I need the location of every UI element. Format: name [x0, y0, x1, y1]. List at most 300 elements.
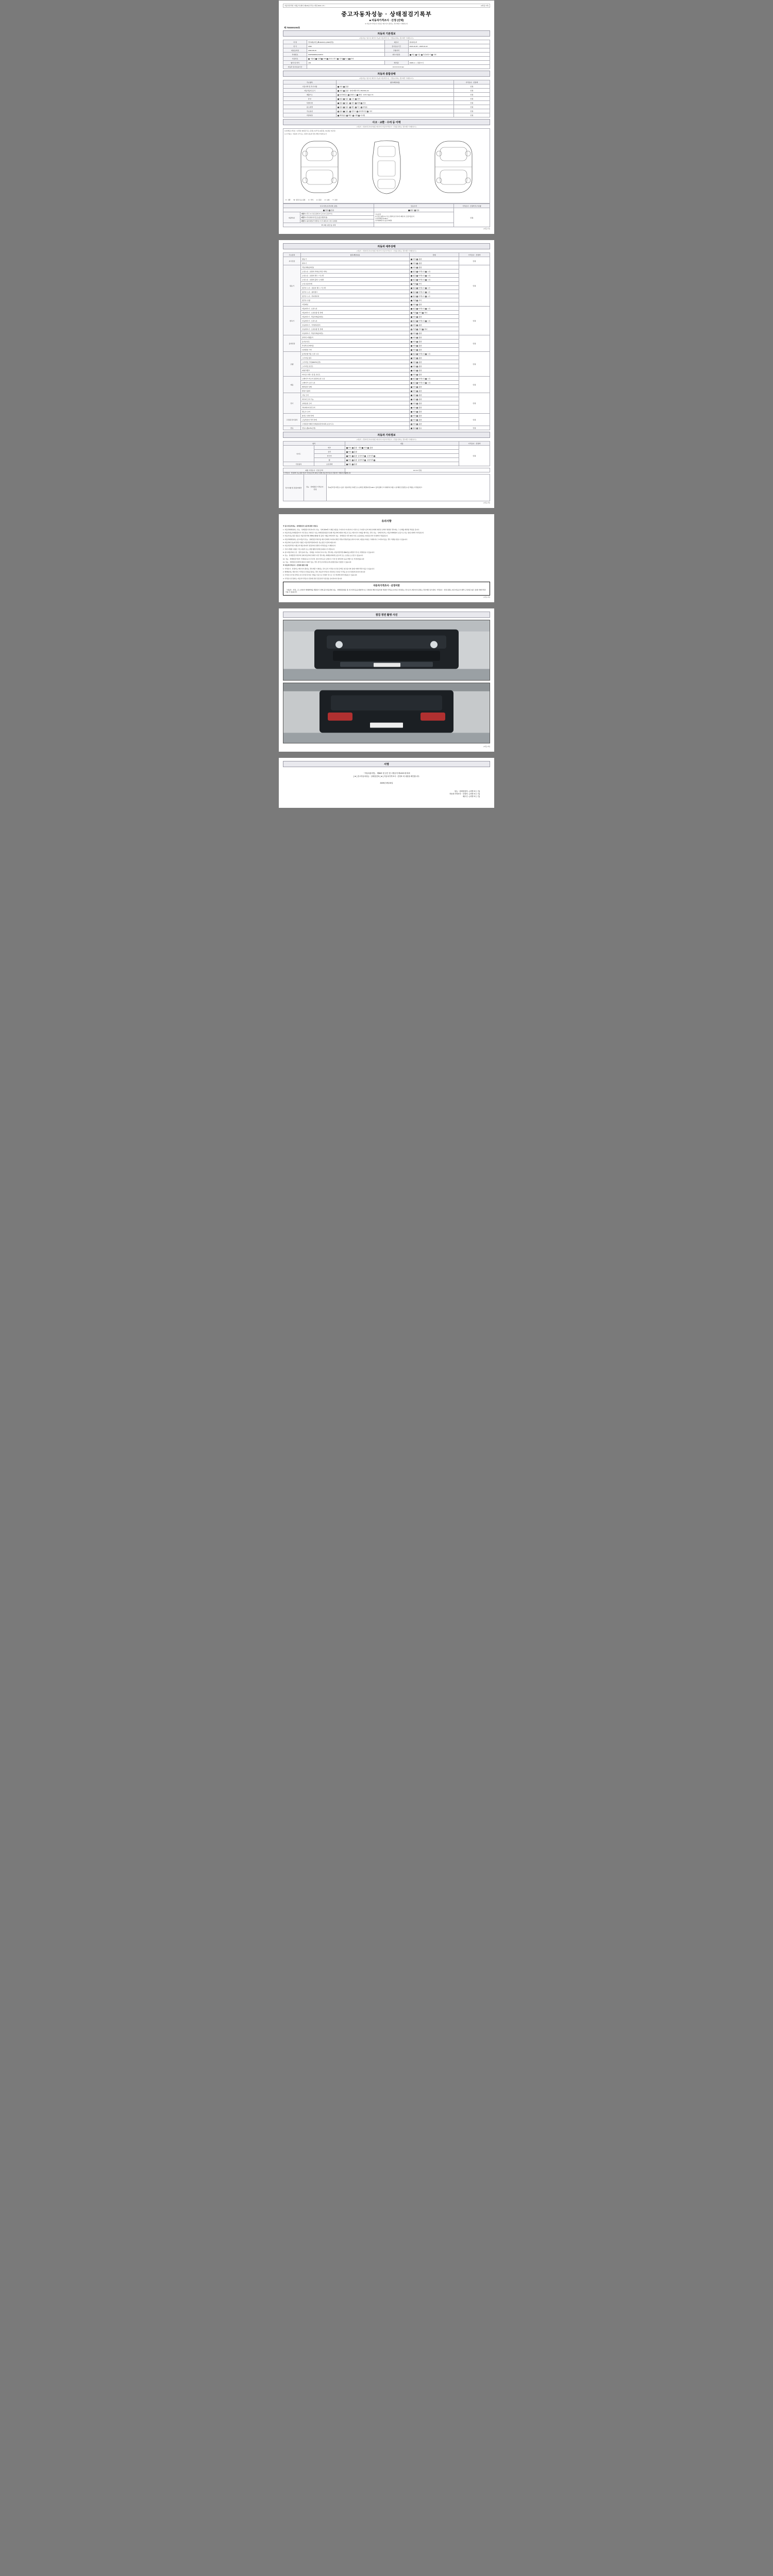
item-state: 없음 미세누유 누유 — [410, 352, 459, 356]
checkbox-option-etc[interactable] — [367, 111, 368, 112]
checkbox-usechange-none[interactable] — [338, 107, 339, 108]
checkbox-reg-bad[interactable] — [343, 90, 345, 92]
checkbox-wheel-fr[interactable] — [364, 460, 366, 461]
item-state: 없음 미세누유 누유 — [410, 278, 459, 282]
value-fuel: 가솔린 디젤 LPG 하이브리드 전기 수소 기타 — [307, 57, 490, 61]
col-accident-history: 사고이력 (수리이력 포함) — [283, 204, 374, 208]
checkbox-tuning-device[interactable] — [355, 98, 357, 100]
checkbox-bad[interactable] — [416, 419, 418, 421]
row-value-usage-history: 양호 불량 — [336, 84, 453, 89]
signature-row[interactable]: 자동차가격조사 · 산정자 : (서명 또는 인) — [449, 793, 480, 795]
page-footer-note: (3쪽중 1쪽) — [483, 228, 490, 230]
checkbox-leak[interactable] — [425, 275, 427, 277]
checkbox-none[interactable] — [411, 308, 412, 310]
checkbox-wheel-good[interactable] — [346, 460, 348, 461]
item-state: 양호 불량 — [410, 348, 459, 352]
label-vin: 차대번호 — [283, 53, 307, 57]
checkbox-none[interactable] — [411, 275, 412, 277]
frame-c: ⑭ 대쉬패널 ⑮ 플로어패널 — [375, 219, 392, 222]
row-value-options: 없음 있음 썬루프 내비게이션 기타 — [336, 109, 453, 113]
checkbox-bad[interactable] — [416, 395, 418, 396]
checkbox-bad[interactable] — [416, 391, 418, 392]
checkbox-good[interactable] — [411, 407, 412, 409]
photo-rear — [283, 683, 490, 743]
checkbox-good[interactable] — [411, 341, 412, 343]
checkbox-bad[interactable] — [416, 370, 418, 371]
table-row — [283, 397, 490, 401]
checkbox-good[interactable] — [411, 345, 412, 347]
rank-3-title: 3랭크 — [301, 220, 305, 222]
checkbox-good[interactable] — [411, 399, 412, 400]
checkbox-good[interactable] — [411, 333, 412, 334]
notice-item: 1. 자동차매매업자는 성능 · 상태점검기록부(이하 ‘성능 · 상태 제30쪽 기재된 내용을 고지하지 아니하거나 거짓으로 고지함으로써 매수인에게 재산상 손해가 발생한 경우에는 그 손해를 배상할 책임을 집니다. — [283, 528, 420, 531]
checkbox-good[interactable] — [411, 403, 412, 404]
item-label: 오일누유 - 실린더 헤드 / 가스켓 — [301, 274, 410, 278]
checkbox-low[interactable] — [416, 329, 418, 330]
checkbox-bad[interactable] — [416, 358, 418, 359]
checkbox-minor[interactable] — [416, 308, 418, 310]
item-state: 양호 불량 — [410, 265, 459, 269]
checkbox-tuning-structure[interactable] — [349, 98, 351, 100]
item-label: 추진축 및 베어링 — [301, 344, 410, 348]
item-state: 양호 불량 — [410, 344, 459, 348]
checkbox-bad[interactable] — [416, 423, 418, 425]
checkbox-none[interactable] — [411, 353, 412, 355]
notice-head-1: ※ 중고자동차성능 · 상태점검자 보증에 관한 사항 등 — [283, 525, 318, 528]
price-highvoltage: 만원 — [459, 414, 490, 426]
table-row — [283, 340, 490, 344]
table-row — [283, 97, 490, 101]
frame-b: ⑬ 필러패널 (A,B,C) — [375, 217, 388, 219]
group-steering: 조향 — [283, 352, 301, 377]
checkbox-special-total-loss[interactable] — [361, 103, 362, 104]
group-highvoltage: 고전원 전기장치 — [283, 414, 301, 426]
col-etc-price: 가격조사 · 산정액 — [459, 442, 490, 446]
checkbox-good[interactable] — [411, 423, 412, 425]
checkbox-accident-none[interactable] — [323, 210, 325, 211]
item-label: 수동변속기 - 오일누유 — [301, 319, 410, 323]
seats-label: 정원 — [417, 62, 421, 64]
remarks-value[interactable]: 각(4)금액 및 의견표시 불가, 상품자격증 기재단 표시요해 및 변경하다면 n/a%ㅇ 플러싱별기 고기재에서이 매조시 실가확인 검점만료시급 액실등 가격실증되고. — [327, 474, 490, 501]
checkbox-none[interactable] — [411, 320, 412, 322]
item-label: 파워크랭크 — [301, 368, 410, 372]
checkbox-special-flood[interactable] — [349, 103, 351, 104]
table-row — [283, 422, 490, 426]
item-state: 적정 부족 과다 — [410, 327, 459, 331]
group-powertrain: 동력전달 — [283, 335, 301, 352]
checkbox-minor[interactable] — [416, 279, 418, 281]
damage-legend — [284, 198, 489, 202]
checkbox-wheel-bad[interactable] — [352, 460, 354, 461]
checkbox-leak[interactable] — [425, 296, 427, 297]
item-state: 양호 불량 — [410, 368, 459, 372]
checkbox-minor[interactable] — [416, 320, 418, 322]
checkbox-transmission-etc[interactable] — [431, 54, 433, 56]
checkbox-good[interactable] — [411, 337, 412, 338]
legend-item: A : 흠집 — [316, 199, 322, 201]
checkbox-emission-co[interactable] — [338, 94, 339, 96]
checkbox-bad[interactable] — [416, 316, 418, 318]
table-row — [283, 446, 490, 450]
item-state: 없음 미세누유 누유 — [410, 377, 459, 381]
section-detail-note: (자동차 · 산정의 및 복지사항은 매수인이 자동차가격조사 · 산정을 원하는 경우에만 기재합니다.) — [357, 250, 416, 252]
tire-pos-1: 운전석전 — [358, 455, 364, 457]
frame-a: ⑨ 프론트패널 ⑩ 크로스멤버 ⑪ 인사이드패널 ⑫ 트렁크플로어 — [375, 215, 414, 217]
checkbox-reg-good[interactable] — [338, 90, 339, 92]
checkbox-option-navigation[interactable] — [357, 111, 358, 112]
checkbox-fuel-diesel[interactable] — [315, 58, 317, 60]
checkbox-special-fire[interactable] — [355, 103, 357, 104]
checkbox-tire-fl[interactable] — [364, 455, 366, 457]
section-etc-title: 자동차 기타정보 — [283, 432, 490, 438]
label-interior: 내장 — [358, 447, 362, 449]
checkbox-leak[interactable] — [425, 308, 427, 310]
checkbox-none[interactable] — [411, 382, 412, 384]
item-label: 디퍼렌셜 기어 — [301, 348, 410, 352]
item-label: 냉각수 누수 - 워터펌프 — [301, 290, 410, 294]
table-header-row — [283, 442, 490, 446]
table-row — [283, 454, 490, 458]
page-3-notice — [278, 514, 495, 603]
checkbox-emission-hc[interactable] — [348, 94, 349, 96]
value-wheel: 양호 불량 동반석전 동반석후 — [345, 458, 459, 462]
value-glass: 양호 불량 — [345, 450, 459, 454]
checkbox-leak[interactable] — [425, 353, 427, 355]
checkbox-good[interactable] — [411, 325, 412, 326]
wheel-pos-3: 동반석전 — [358, 459, 364, 461]
row-value-special-history: 없음 있음 침수 화재 전손 — [336, 101, 453, 105]
checkbox-usechange-yes[interactable] — [343, 107, 345, 108]
value-first-reg: 2020-06-29 — [307, 48, 385, 53]
checkbox-special-none[interactable] — [338, 103, 339, 104]
checkbox-retention-bad[interactable] — [352, 464, 354, 465]
final-price-label: 최종 가격조사 · 산정 금액 — [283, 468, 345, 472]
checkbox-good[interactable] — [411, 362, 412, 363]
checkbox-good[interactable] — [411, 386, 412, 388]
checkbox-good[interactable] — [411, 366, 412, 367]
checkbox-bad[interactable] — [416, 407, 418, 409]
item-state: 양호 불량 — [410, 410, 459, 414]
checkbox-tuning-yes[interactable] — [343, 98, 345, 100]
checkbox-usechange-rent[interactable] — [349, 107, 351, 108]
checkbox-recall-yes[interactable] — [346, 115, 348, 116]
accident-check-row: 없음 있음 — [283, 208, 374, 212]
checkbox-bad[interactable] — [416, 415, 418, 417]
checkbox-bad[interactable] — [416, 403, 418, 404]
checkbox-good[interactable] — [411, 358, 412, 359]
price-fuel: 만원 — [459, 426, 490, 430]
checkbox-good[interactable] — [411, 419, 412, 421]
rank-1-label — [300, 212, 374, 216]
item-state: 양호 불량 — [410, 389, 459, 393]
damage-diagram — [283, 128, 490, 204]
checkbox-low[interactable] — [416, 283, 418, 285]
checkbox-transmission-cvt[interactable] — [421, 54, 423, 56]
checkbox-proper[interactable] — [411, 283, 412, 285]
notice-item: 3. 가격조사·산정 금액은 조사·산정 당시의 시세를 기준으로 산정한 것으로 시간 경과에 따라 변동될 수 있습니다. — [283, 574, 358, 577]
checkbox-fuel-hybrid[interactable] — [327, 58, 328, 60]
checkbox-bad[interactable] — [416, 411, 418, 413]
row-label-options: 주요옵션 — [283, 109, 337, 113]
checkbox-bad[interactable] — [416, 399, 418, 400]
checkbox-wheel-rr[interactable] — [374, 460, 375, 461]
table-row — [283, 335, 490, 340]
checkbox-over[interactable] — [422, 329, 424, 330]
item-state: 양호 불량 — [410, 360, 459, 364]
value-mileage — [408, 48, 490, 53]
value-car-name: 싼타페남마트(ⅢL4FAVO) (4WD일반) — [307, 40, 385, 44]
checkbox-leak[interactable] — [425, 378, 427, 380]
checkbox-low[interactable] — [416, 300, 418, 301]
table-row — [283, 89, 490, 93]
checkbox-minor[interactable] — [416, 353, 418, 355]
table-row — [283, 208, 490, 212]
checkbox-recall-na[interactable] — [338, 115, 339, 116]
item-state: 양호 불량 — [410, 315, 459, 319]
checkbox-bad[interactable] — [416, 341, 418, 343]
checkbox-special-yes[interactable] — [343, 103, 345, 104]
checkbox-fuel-gasoline[interactable] — [308, 58, 310, 60]
checkbox-interior-good[interactable] — [362, 447, 363, 449]
item-label: 타이로드엔드 및 볼 조인트 — [301, 372, 410, 377]
label-exterior: 외부 — [314, 446, 345, 450]
checkbox-fuel-electric[interactable] — [337, 58, 339, 60]
checkbox-option-yes[interactable] — [343, 111, 345, 112]
table-row — [283, 61, 490, 65]
value-model-code: L82 — [307, 61, 385, 65]
page-1 — [278, 0, 495, 234]
checkbox-simple-yes[interactable] — [414, 210, 416, 211]
checkbox-tuning-none[interactable] — [338, 98, 339, 100]
item-label: 오일누유 - 실린더 블록 / 오일팬 — [301, 278, 410, 282]
table-row — [283, 319, 490, 323]
checkbox-retention-good[interactable] — [346, 464, 348, 465]
item-label: 스티어링 펌프 — [301, 356, 410, 360]
checkbox-low[interactable] — [416, 312, 418, 314]
photo-front — [283, 620, 490, 681]
checkbox-option-none[interactable] — [338, 111, 339, 112]
checkbox-minor[interactable] — [416, 287, 418, 289]
label-transmission: 변속기종류 — [384, 53, 408, 57]
remarks-table — [283, 474, 490, 501]
checkbox-proper[interactable] — [411, 329, 412, 330]
group-transmission: 변속기 — [283, 307, 301, 335]
checkbox-accident-yes[interactable] — [329, 210, 330, 211]
col-simple-repair: 단순수리 — [374, 204, 454, 208]
checkbox-none[interactable] — [411, 292, 412, 293]
checkbox-good[interactable] — [411, 349, 412, 351]
item-label: 윈도우 모터 — [301, 410, 410, 414]
section-overall-title: 자동차 종합상태 — [283, 71, 490, 77]
item-state: 양호 불량 — [410, 364, 459, 368]
table-row — [283, 57, 490, 61]
checkbox-usechange-lease[interactable] — [355, 107, 357, 108]
value-displacement: 1998 cc | 정원 5 인 — [408, 61, 490, 65]
checkbox-transmission-auto[interactable] — [410, 54, 411, 56]
checkbox-recall-done[interactable] — [352, 115, 354, 116]
checkbox-none[interactable] — [411, 287, 412, 289]
price-special-history: 만원 — [454, 101, 490, 105]
table-row — [283, 344, 490, 348]
col-price-note: 가격조사 · 산정액 특기사항 — [454, 204, 490, 208]
checkbox-tire-rl[interactable] — [374, 455, 375, 457]
table-row — [283, 298, 490, 302]
notice-item: 1. 가격조사 · 산정자는 매수인이 원하는 경우에만 기재하는 것으로서 가격조사·산정 금액은 참고용이며 실제 거래가격과 다를 수 있습니다. — [283, 567, 375, 570]
table-row — [283, 269, 490, 274]
checkbox-good[interactable] — [411, 411, 412, 413]
checkbox-exterior-bad[interactable] — [352, 447, 354, 449]
label-inspection-mileage: 자동차 검사유효기간 — [283, 65, 307, 69]
frame-part-label: 주요골격 — [375, 213, 381, 215]
row-label-registration: 자동차등록 표기 — [283, 89, 337, 93]
legend-item: C : 부식 — [308, 199, 314, 201]
legend-item: T : 손상 — [332, 199, 338, 201]
item-state: 양호 불량 — [410, 257, 459, 261]
item-label: 충전구 절연 상태 — [301, 414, 410, 418]
checkbox-fuel-etc[interactable] — [348, 58, 350, 60]
row-label-tuning: 튜닝 — [283, 97, 337, 101]
table-row — [283, 113, 490, 117]
checkbox-usechange-business[interactable] — [361, 107, 362, 108]
table-row — [283, 53, 490, 57]
checkbox-proper[interactable] — [411, 312, 412, 314]
checkbox-leak[interactable] — [425, 287, 427, 289]
item-label: 시동 모터 — [301, 393, 410, 397]
notice-item: 6. 자동차관리법 시행규칙 별표에 따라 점검자의 성명과 자격번호를 기재합니다. — [283, 545, 336, 547]
checkbox-none[interactable] — [411, 279, 412, 281]
table-row — [283, 348, 490, 352]
checkbox-usage-good[interactable] — [338, 86, 339, 88]
page-footer-note: (3쪽중 3쪽) — [483, 597, 490, 599]
checkbox-exterior-good[interactable] — [346, 447, 348, 449]
checkbox-bad[interactable] — [416, 366, 418, 367]
checkbox-leak[interactable] — [425, 320, 427, 322]
checkbox-good[interactable] — [411, 374, 412, 376]
checkbox-none[interactable] — [411, 428, 412, 429]
rank-2-title: 2랭크 — [301, 216, 305, 218]
checkbox-glass-good[interactable] — [346, 451, 348, 453]
checkbox-bad[interactable] — [416, 259, 418, 260]
photos-title: 점검 정면 촬영 사진 — [283, 612, 490, 618]
notice-item: 4. 가격조사·산정자는 자동차가격조사·산정에 관한 전문성과 독립성을 유지하여야 합니다. — [283, 577, 343, 580]
checkbox-recall-notdone[interactable] — [358, 115, 360, 116]
page-header-note — [283, 4, 490, 8]
checkbox-none[interactable] — [411, 271, 412, 273]
checkbox-minor[interactable] — [416, 378, 418, 380]
checkbox-bad[interactable] — [416, 333, 418, 334]
item-label: 자동변속기 - 작동상태(공회전) — [301, 315, 410, 319]
checkbox-none[interactable] — [411, 378, 412, 380]
checkbox-transmission-manual[interactable] — [415, 54, 417, 56]
checkbox-minor[interactable] — [416, 271, 418, 273]
checkbox-good[interactable] — [411, 415, 412, 417]
col-etc-item: 항목 — [283, 442, 345, 446]
checkbox-good[interactable] — [411, 267, 412, 268]
checkbox-minor[interactable] — [416, 296, 418, 297]
table-row — [283, 368, 490, 372]
checkbox-proper[interactable] — [411, 300, 412, 301]
checkbox-bad[interactable] — [416, 267, 418, 268]
checkbox-good[interactable] — [411, 370, 412, 371]
item-state: 없음 미세누유 누유 — [410, 307, 459, 311]
checkbox-leak[interactable] — [425, 382, 427, 384]
col-price-detail: 가격조사 · 산정액 — [459, 253, 490, 257]
label-retention: 보유상태 — [314, 462, 345, 466]
value-year: 2020 — [307, 44, 385, 48]
checkbox-fuel-lpg[interactable] — [321, 58, 323, 60]
checkbox-bad[interactable] — [416, 304, 418, 306]
checkbox-interior-bad[interactable] — [367, 447, 369, 449]
page-number: (3쪽중 1쪽) — [481, 5, 489, 7]
signature-row[interactable]: 성능 · 상태점검자 : (서명 또는 인) — [454, 790, 480, 792]
checkbox-bad[interactable] — [416, 345, 418, 347]
checkbox-leak[interactable] — [425, 279, 427, 281]
checkbox-good[interactable] — [411, 391, 412, 392]
checkbox-bad[interactable] — [416, 263, 418, 264]
checkbox-bad[interactable] — [416, 374, 418, 376]
checkbox-bad[interactable] — [416, 337, 418, 338]
item-state: 양호 불량 — [410, 335, 459, 340]
checkbox-fuel-hydrogen[interactable] — [343, 58, 344, 60]
price-transmission: 만원 — [459, 307, 490, 335]
checkbox-minor[interactable] — [416, 275, 418, 277]
table-row — [283, 331, 490, 335]
item-label: 작동상태(공회전) — [301, 265, 410, 269]
label-displacement: 배기량 — [384, 61, 408, 65]
item-label: 원동기 — [301, 257, 410, 261]
form-reference: 자동차관리법 시행규칙 [별지 제120호서식] <개정 2021.1.5.> — [284, 5, 326, 7]
checkbox-emission-smoke[interactable] — [357, 94, 358, 96]
table-row — [283, 327, 490, 331]
checkbox-bad[interactable] — [416, 349, 418, 351]
checkbox-good[interactable] — [411, 316, 412, 318]
checkbox-glass-bad[interactable] — [352, 451, 354, 453]
signature-row[interactable]: 매수인 : (서명 또는 인) — [462, 795, 480, 798]
group-self-diagnosis: 자기진단 — [283, 257, 301, 265]
checkbox-bad[interactable] — [416, 362, 418, 363]
checkbox-minor[interactable] — [416, 292, 418, 293]
photo-front-image — [283, 620, 490, 680]
checkbox-good[interactable] — [411, 259, 412, 260]
checkbox-bad[interactable] — [416, 386, 418, 388]
checkbox-leak[interactable] — [425, 292, 427, 293]
checkbox-leak[interactable] — [425, 271, 427, 273]
current-mileage-note: 현재 레킹거리 [ 58,349 ] km — [349, 90, 369, 92]
checkbox-none[interactable] — [411, 296, 412, 297]
checkbox-good[interactable] — [411, 395, 412, 396]
value-retention: 양호 불량 — [345, 462, 459, 466]
checkbox-tire-good[interactable] — [346, 455, 348, 457]
checkbox-good[interactable] — [411, 304, 412, 306]
checkbox-bad[interactable] — [416, 325, 418, 326]
page-footer-note: (3쪽중 2쪽) — [483, 502, 490, 504]
item-state: 양호 불량 — [410, 302, 459, 307]
checkbox-tire-bad[interactable] — [352, 455, 354, 457]
legend-item: U : 요철 — [324, 199, 330, 201]
checkbox-usage-bad[interactable] — [343, 86, 345, 88]
checkbox-minor[interactable] — [416, 382, 418, 384]
checkbox-over[interactable] — [422, 312, 424, 314]
row-label-recall: 리콜대상 — [283, 113, 337, 117]
checkbox-yes[interactable] — [416, 428, 418, 429]
checkbox-simple-none[interactable] — [408, 210, 410, 211]
table-row — [283, 84, 490, 89]
col-main-item: 주요항목 — [283, 80, 337, 84]
checkbox-good[interactable] — [411, 263, 412, 264]
notice-item: 3. 자동차성능점검 내용은 자동차관리법 제58조제4항 및 동법 시행규칙에 따라 성능 · 상태점검 이후 30일 이내, 보증범위는 2천킬로미터 이내에서 적용됩니다. — [283, 535, 389, 537]
checkbox-option-sunroof[interactable] — [349, 111, 351, 112]
label-glass: 유리 — [314, 450, 345, 454]
